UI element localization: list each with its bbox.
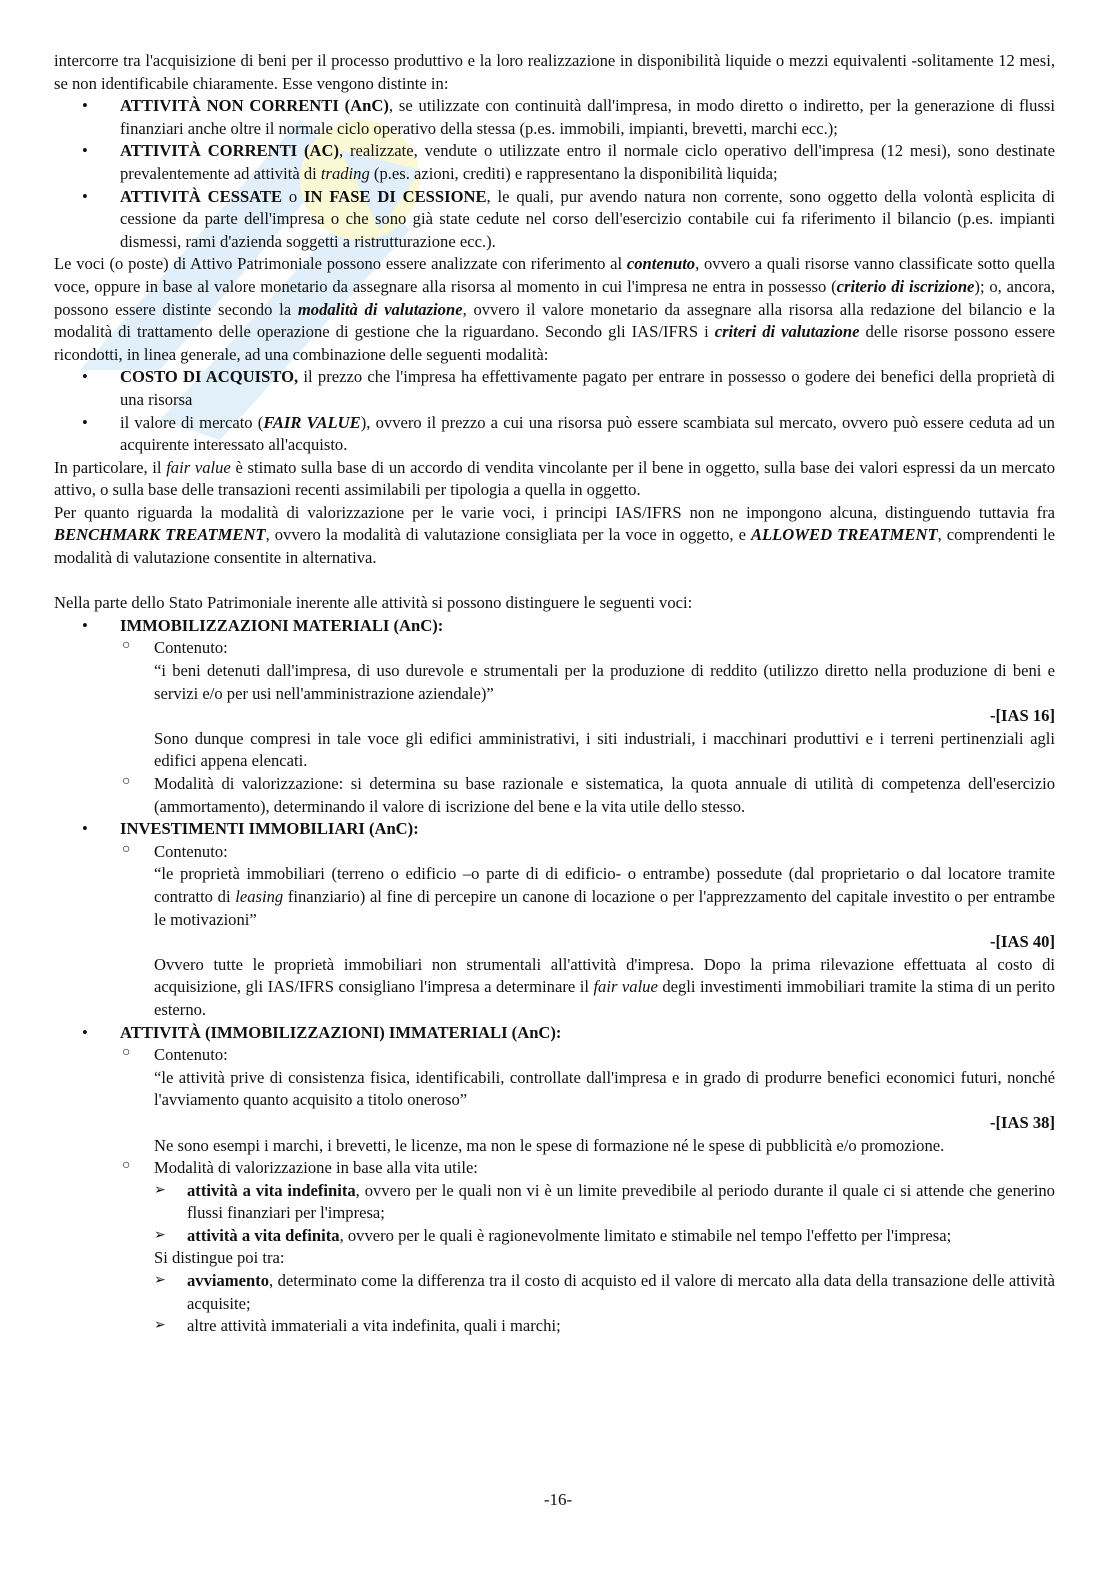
- circle-marker: ○: [122, 1158, 131, 1174]
- paragraph-distingue: Si distingue poi tra:: [154, 1248, 285, 1268]
- section-investimenti-immobiliari: [54, 818, 1055, 841]
- subitem-valorizzazione: ○ Modalità di valorizzazione in base alla vita utile:: [54, 1157, 1055, 1180]
- quote-ias40: “le proprietà immobiliari (terreno o edificio –o parte di di edificio- o entrambe) possedute (dal proprietario o dal locatore tramite contratto di leasing finanziario) al fine di percepire un canone di locazione o per l'apprezzamento del capitale investito o per entrambe le motivazioni”: [154, 864, 1055, 929]
- arrow-marker: ➢: [154, 1318, 166, 1334]
- paragraph-stato-patrimoniale: Nella parte dello Stato Patrimoniale inerente alle attività si possono distinguere le seguenti voci:: [54, 593, 693, 613]
- subitem-contenuto: ○ Contenuto:: [54, 637, 1055, 660]
- circle-marker: ○: [122, 1045, 131, 1061]
- arrow-marker: ➢: [154, 1273, 166, 1289]
- quote-ias38: “le attività prive di consistenza fisica, identificabili, controllate dall'impresa e in grado di produrre benefici economici futuri, nonché l'avviamento quanto acquisito a titolo oneroso”: [154, 1067, 1055, 1110]
- bullet-marker: •: [82, 96, 88, 116]
- paragraph-voci: Le voci (o poste) di Attivo Patrimoniale possono essere analizzate con riferimento al contenuto, ovvero a quali risorse vanno classificate sotto quella voce, oppure in base al valore monetario da assegnare alla risorsa al momento in cui l'impresa ne entra in possesso (criterio di iscrizione); o, ancora, possono essere distinte secondo la modalità di valutazione, ovvero il valore monetario da assegnare alla risorsa alla redazione del bilancio e la modalità di trattamento delle operazione di gestione che la riguardano. Secondo gli IAS/IFRS i criteri di valutazione delle risorse possono essere ricondotti, in linea generale, ad una combinazione delle seguenti modalità:: [54, 254, 1056, 364]
- list-item: • COSTO DI ACQUISTO, il prezzo che l'impresa ha effettivamente pagato per entrare in possesso o godere dei benefici della proprietà di una risorsa: [82, 367, 1056, 409]
- bullet-marker: •: [82, 186, 88, 206]
- section-title: IMMOBILIZZAZIONI MATERIALI (AnC): [120, 615, 438, 635]
- paragraph-fair-value: In particolare, il fair value è stimato sulla base di un accordo di vendita vincolante per il bene in oggetto, sulla base dei valori espressi da un mercato attivo, o sulla base delle transazioni recenti assimilabili per tipologia a quella in oggetto.: [54, 457, 1055, 500]
- section-title: ATTIVITÀ (IMMOBILIZZAZIONI) IMMATERIALI (AnC):: [120, 1022, 562, 1042]
- section-attivita-immateriali: [54, 1022, 1055, 1045]
- reference-ias38: -[IAS 38]: [990, 1112, 1055, 1132]
- subitem-contenuto: ○ Contenuto:: [54, 1044, 1055, 1067]
- circle-marker: ○: [122, 774, 131, 789]
- circle-marker: ○: [122, 638, 131, 654]
- arrow-item: ➢ attività a vita definita, ovvero per le quali è ragionevolmente limitato e stimabile nel tempo l'effetto per l'impresa;: [54, 1225, 1055, 1248]
- subitem-contenuto: ○ Contenuto:: [54, 841, 1055, 864]
- list-item: • ATTIVITÀ CORRENTI (AC), realizzate, vendute o utilizzate entro il normale ciclo operativo dell'impresa (12 mesi), sono destinate prevalentemente ad attività di trading (p.es. azioni, crediti) e rappresentano la disponibilità liquida;: [82, 141, 1055, 183]
- document-body: [54, 50, 1055, 1338]
- list-item: • ATTIVITÀ CESSATE o IN FASE DI CESSIONE, le quali, pur avendo natura non corrente, sono oggetto della volontà esplicita di cessione da parte dell'impresa o che sono già state cedute nel corso dell'esercizio contabile cui fa riferimento il bilancio (p.es. impianti dismessi, rami d'azienda soggetti a ristrutturazione ecc.).: [82, 186, 1056, 251]
- bullet-marker: •: [82, 615, 88, 635]
- arrow-item: ➢ altre attività immateriali a vita indefinita, quali i marchi;: [54, 1315, 1055, 1338]
- circle-marker: ○: [122, 841, 131, 857]
- paragraph-s1-after: Sono dunque compresi in tale voce gli edifici amministrativi, i siti industriali, i macchinari produttivi e i terreni pertinenziali agli edifici appena elencati.: [154, 728, 1055, 771]
- bullet-marker: •: [82, 141, 88, 161]
- bullet-marker: •: [82, 367, 88, 387]
- section-title: INVESTIMENTI IMMOBILIARI (AnC):: [120, 819, 419, 839]
- list-item: • il valore di mercato (FAIR VALUE), ovvero il prezzo a cui una risorsa può essere scambiata sul mercato, ovvero può essere ceduta ad un acquirente interessato all'acquisto.: [82, 412, 1055, 455]
- list-item: • ATTIVITÀ NON CORRENTI (AnC), se utilizzate con continuità dall'impresa, in modo diretto o indiretto, per la generazione di flussi finanziari anche oltre il normale ciclo operativo della stessa (p.es. immobili, impianti, brevetti, marchi ecc.);: [82, 96, 1055, 138]
- paragraph-s3-after: Ne sono esempi i marchi, i brevetti, le licenze, ma non le spese di formazione né le spese di pubblicità e/o promozione.: [154, 1135, 945, 1155]
- attivita-list: [54, 95, 1055, 253]
- arrow-item: ➢ avviamento, determinato come la differenza tra il costo di acquisto ed il valore di mercato alla data della transazione delle attività acquisite;: [154, 1271, 1055, 1313]
- reference-ias40: -[IAS 40]: [990, 932, 1055, 952]
- paragraph-intro: intercorre tra l'acquisizione di beni per il processo produttivo e la loro realizzazione in disponibilità liquide o mezzi equivalenti -solitamente 12 mesi, se non identificabile chiaramente. Esse vengono distinte in:: [54, 51, 1055, 93]
- subitem-valorizzazione: ○ Modalità di valorizzazione: si determina su base razionale e sistematica, la quota annuale di utilità di competenza dell'esercizio (ammortamento), determinando il valore di iscrizione del bene e la vita utile dello stesso.: [54, 773, 1055, 818]
- arrow-marker: ➢: [154, 1182, 166, 1198]
- page-number: -16-: [543, 1490, 573, 1509]
- bullet-marker: •: [82, 1022, 88, 1042]
- arrow-marker: ➢: [154, 1227, 166, 1243]
- arrow-item: ➢ attività a vita indefinita, ovvero per le quali non vi è un limite prevedibile al periodo durante il quale ci si attende che generino flussi finanziari per l'impresa;: [154, 1180, 1055, 1223]
- criteri-list: [54, 366, 1055, 456]
- paragraph-s2-after: Ovvero tutte le proprietà immobiliari non strumentali all'attività d'impresa. Dopo la prima rilevazione effettuata al costo di acquisizione, gli IAS/IFRS consigliano l'impresa a determinare il fair value degli investimenti immobiliari tramite la stima di un perito esterno.: [154, 954, 1056, 1019]
- bullet-marker: •: [82, 412, 88, 432]
- section-immobilizzazioni-materiali: • IMMOBILIZZAZIONI MATERIALI (AnC):: [54, 615, 1055, 638]
- quote-ias16: “i beni detenuti dall'impresa, di uso durevole e strumentali per la produzione di reddito (utilizzo diretto nella produzione di beni e servizi e/o per usi nell'amministrazione aziendale)”: [154, 661, 1055, 703]
- paragraph-treatment: Per quanto riguarda la modalità di valorizzazione per le varie voci, i principi IAS/IFRS non ne impongono alcuna, distinguendo tuttavia fra BENCHMARK TREATMENT, ovvero la modalità di valutazione consigliata per la voce in oggetto, e ALLOWED TREATMENT, comprendenti le modalità di valutazione consentite in alternativa.: [54, 502, 1056, 568]
- reference-ias16: -[IAS 16]: [990, 706, 1055, 726]
- bullet-marker: •: [82, 819, 88, 839]
